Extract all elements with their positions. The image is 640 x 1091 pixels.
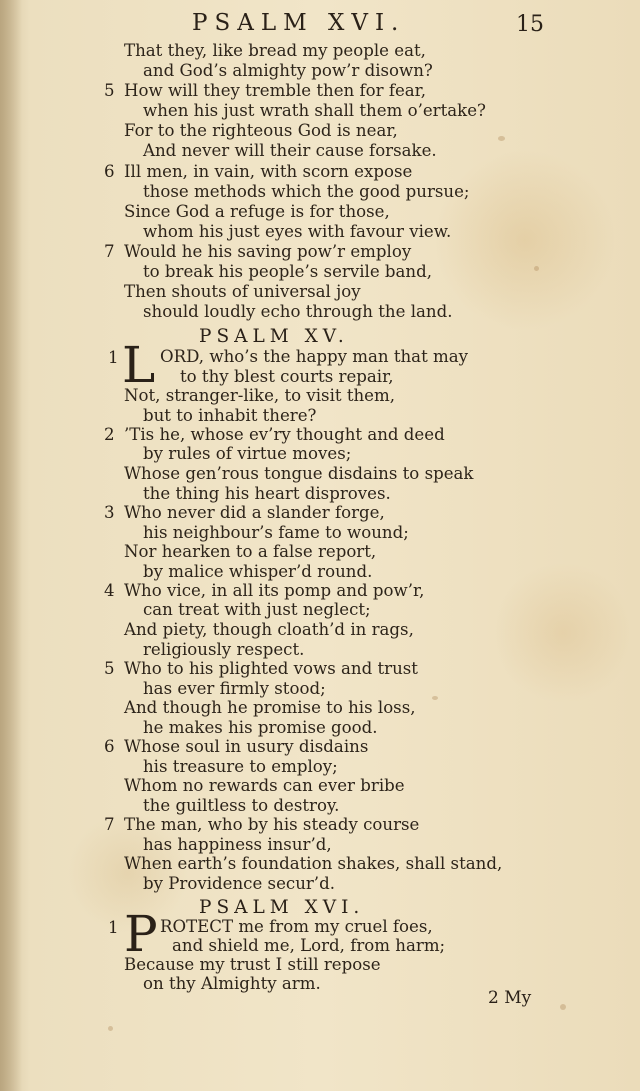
verse-line: And though he promise to his loss,: [124, 698, 416, 717]
verse-line: Whom no rewards can ever bribe: [124, 776, 405, 795]
verse-line: the thing his heart disproves.: [143, 484, 391, 503]
drop-cap: L: [122, 336, 156, 394]
verse-line: he makes his promise good.: [143, 718, 378, 737]
verse-line: can treat with just neglect;: [143, 600, 371, 619]
verse-number: 4: [104, 581, 115, 600]
catchword: 2 My: [488, 988, 532, 1008]
verse-line: his treasure to employ;: [143, 757, 338, 776]
verse-line: For to the righteous God is near,: [124, 121, 398, 140]
psalm-heading: PSALM XV.: [199, 326, 349, 347]
verse-number: 5: [104, 81, 115, 100]
verse-line: religiously respect.: [143, 640, 305, 659]
verse-line: by malice whisper’d round.: [143, 562, 373, 581]
verse-line: Then shouts of universal joy: [124, 282, 361, 301]
verse-line: has happiness insur’d,: [143, 835, 332, 854]
foxing-spot: [498, 136, 505, 141]
verse-line: Whose gen’rous tongue disdains to speak: [124, 464, 474, 483]
foxing-spot: [560, 1004, 566, 1010]
verse-number: 7: [104, 815, 115, 834]
psalm-heading: PSALM XVI.: [199, 897, 365, 918]
foxing-spot: [432, 696, 438, 700]
verse-line: And piety, though cloath’d in rags,: [124, 620, 414, 639]
verse-line: The man, who by his steady course: [124, 815, 420, 834]
verse-line: That they, like bread my people eat,: [124, 41, 426, 60]
verse-number: 6: [104, 162, 115, 181]
verse-line: to break his people’s servile band,: [143, 262, 433, 281]
running-title: PSALM XVI.: [192, 10, 406, 36]
verse-line: Because my trust I still repose: [124, 955, 381, 974]
verse-line: Would he his saving pow’r employ: [124, 242, 412, 261]
foxing-spot: [108, 1026, 113, 1031]
verse-line: And never will their cause forsake.: [143, 141, 437, 160]
page-header: [0, 10, 640, 40]
verse-number: 3: [104, 503, 115, 522]
verse-number: 6: [104, 737, 115, 756]
verse-line: whom his just eyes with favour view.: [143, 222, 452, 241]
verse-line: How will they tremble then for fear,: [124, 81, 427, 100]
verse-number: 1: [108, 348, 119, 367]
verse-line: ORD, who’s the happy man that may: [160, 347, 469, 366]
verse-line: his neighbour’s fame to wound;: [143, 523, 409, 542]
verse-line: Nor hearken to a false report,: [124, 542, 377, 561]
foxing-spot: [534, 266, 539, 271]
verse-line: on thy Almighty arm.: [143, 974, 321, 993]
verse-line: Not, stranger-like, to visit them,: [124, 386, 396, 405]
verse-number: 2: [104, 425, 115, 444]
verse-number: 7: [104, 242, 115, 261]
verse-line: Who vice, in all its pomp and pow’r,: [124, 581, 425, 600]
verse-line: When earth’s foundation shakes, shall stand,: [124, 854, 503, 873]
verse-line: when his just wrath shall them o’ertake?: [143, 101, 486, 120]
verse-line: should loudly echo through the land.: [143, 302, 453, 321]
verse-line: Whose soul in usury disdains: [124, 737, 369, 756]
verse-line: Ill men, in vain, with scorn expose: [124, 162, 413, 181]
verse-line: but to inhabit there?: [143, 406, 317, 425]
verse-line: Who to his plighted vows and trust: [124, 659, 418, 678]
page-number: 15: [516, 12, 544, 37]
verse-line: ROTECT me from my cruel foes,: [160, 917, 433, 936]
verse-line: those methods which the good pursue;: [143, 182, 470, 201]
page-gutter-shadow: [0, 0, 22, 1091]
drop-cap: P: [124, 905, 158, 963]
verse-line: by rules of virtue moves;: [143, 444, 352, 463]
verse-line: and shield me, Lord, from harm;: [172, 936, 446, 955]
verse-line: the guiltless to destroy.: [143, 796, 340, 815]
verse-line: Since God a refuge is for those,: [124, 202, 390, 221]
verse-line: has ever firmly stood;: [143, 679, 326, 698]
verse-line: to thy blest courts repair,: [180, 367, 394, 386]
verse-number: 5: [104, 659, 115, 678]
verse-line: and God’s almighty pow’r disown?: [143, 61, 433, 80]
verse-line: by Providence secur’d.: [143, 874, 335, 893]
verse-line: Who never did a slander forge,: [124, 503, 385, 522]
verse-line: ’Tis he, whose ev’ry thought and deed: [124, 425, 445, 444]
verse-number: 1: [108, 918, 119, 937]
